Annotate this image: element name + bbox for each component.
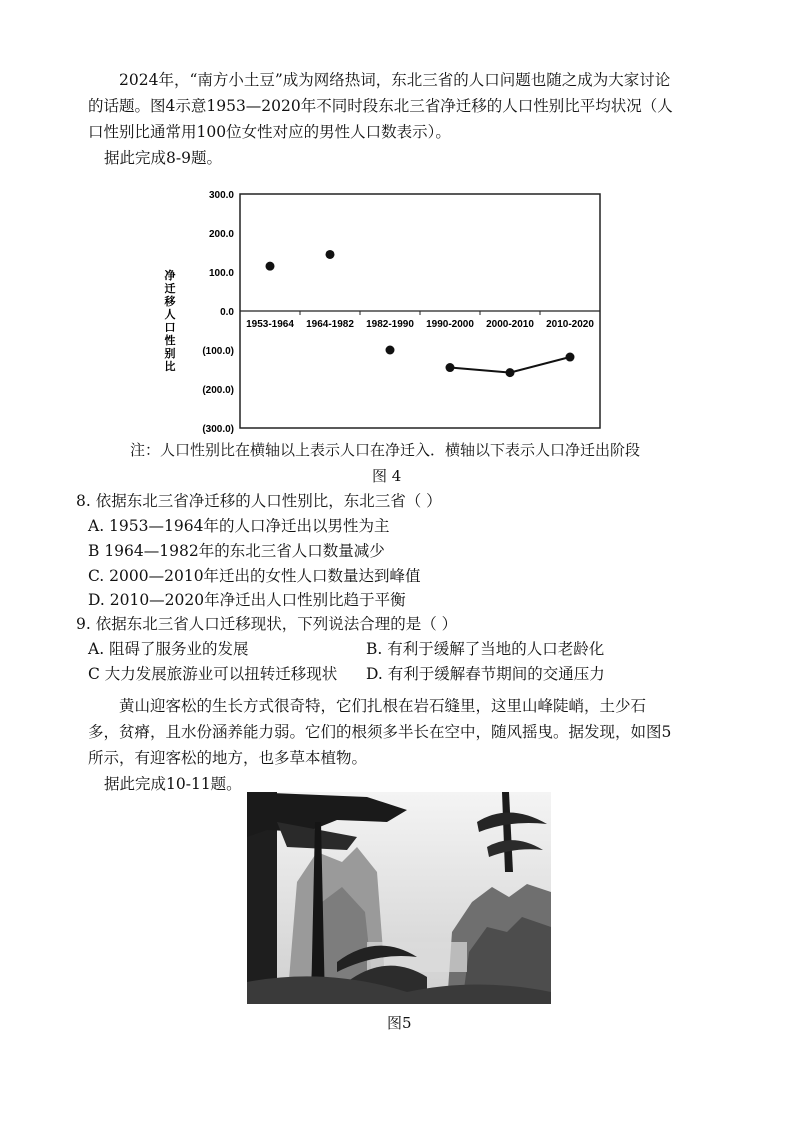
y-axis-label-char: 净 [164, 269, 176, 282]
y-axis-label-char: 口 [164, 321, 176, 334]
passage2-lead: 据此完成10-11题。 [104, 775, 242, 793]
q9-option-c: C 大力发展旅游业可以扭转迁移现状 [88, 665, 338, 683]
y-tick-label: 0.0 [220, 307, 234, 318]
y-axis-label-char: 迁 [164, 282, 176, 295]
y-tick-label: (300.0) [202, 424, 234, 435]
q8-stem: 8. 依据东北三省净迁移的人口性别比，东北三省（ ） [76, 492, 442, 510]
figure4-chart [160, 186, 620, 436]
y-tick-label: 200.0 [208, 229, 234, 240]
x-tick-label: 2000-2010 [486, 319, 534, 330]
data-point [386, 346, 395, 355]
data-point [566, 353, 575, 362]
y-axis-label-char: 比 [164, 360, 176, 373]
y-axis-label-char: 别 [164, 347, 176, 360]
q8-option-c: C. 2000—2010年迁出的女性人口数量达到峰值 [88, 567, 421, 585]
q8-option-d: D. 2010—2020年净迁出人口性别比趋于平衡 [88, 591, 406, 609]
figure5-caption: 图5 [387, 1014, 412, 1032]
intro-lead: 据此完成8-9题。 [104, 149, 222, 167]
figure4-caption: 图 4 [372, 467, 402, 485]
y-tick-label: (200.0) [202, 385, 234, 396]
q8-option-a: A. 1953—1964年的人口净迁出以男性为主 [88, 517, 390, 535]
figure5-photo [247, 792, 551, 1004]
data-point [266, 262, 275, 271]
x-tick-label: 1982-1990 [366, 319, 414, 330]
x-tick-label: 1953-1964 [246, 319, 294, 330]
q9-option-d: D. 有利于缓解春节期间的交通压力 [366, 665, 605, 683]
chart-svg [160, 186, 620, 436]
figure4-note: 注：人口性别比在横轴以上表示人口在净迁入．横轴以下表示人口净迁出阶段 [130, 441, 641, 459]
y-tick-label: 100.0 [208, 268, 234, 279]
y-tick-label: 300.0 [208, 190, 234, 201]
x-tick-label: 1964-1982 [306, 319, 354, 330]
y-axis-label-char: 人 [164, 308, 176, 321]
x-tick-label: 1990-2000 [426, 319, 474, 330]
data-point [326, 250, 335, 259]
x-tick-label: 2010-2020 [546, 319, 594, 330]
y-axis-label-char: 移 [164, 295, 176, 308]
q9-stem: 9. 依据东北三省人口迁移现状，下列说法合理的是（ ） [76, 615, 458, 633]
pine-photo-illustration [247, 792, 551, 1004]
y-tick-label: (100.0) [202, 346, 234, 357]
y-axis-label-char: 性 [164, 334, 176, 347]
q9-option-b: B. 有利于缓解了当地的人口老龄化 [366, 640, 605, 658]
passage2-paragraph: 黄山迎客松的生长方式很奇特，它们扎根在岩石缝里，这里山峰陡峭，土少石多，贫瘠，且水份涵养能力弱。它们的根须多半长在空中，随风摇曳。据发现，如图5所示，有迎客松的地方，也多草本植物。 [88, 697, 672, 767]
intro-paragraph: 2024年，“南方小土豆”成为网络热词，东北三省的人口问题也随之成为大家讨论的话题。图4示意1953—2020年不同时段东北三省净迁移的人口性别比平均状况（人口性别比通常用100位女性对应的男性人口数表示）。 [88, 71, 673, 141]
data-point [506, 368, 515, 377]
q9-option-a: A. 阻碍了服务业的发展 [88, 640, 249, 658]
q8-option-b: B 1964—1982年的东北三省人口数量减少 [88, 542, 385, 560]
data-point [446, 363, 455, 372]
